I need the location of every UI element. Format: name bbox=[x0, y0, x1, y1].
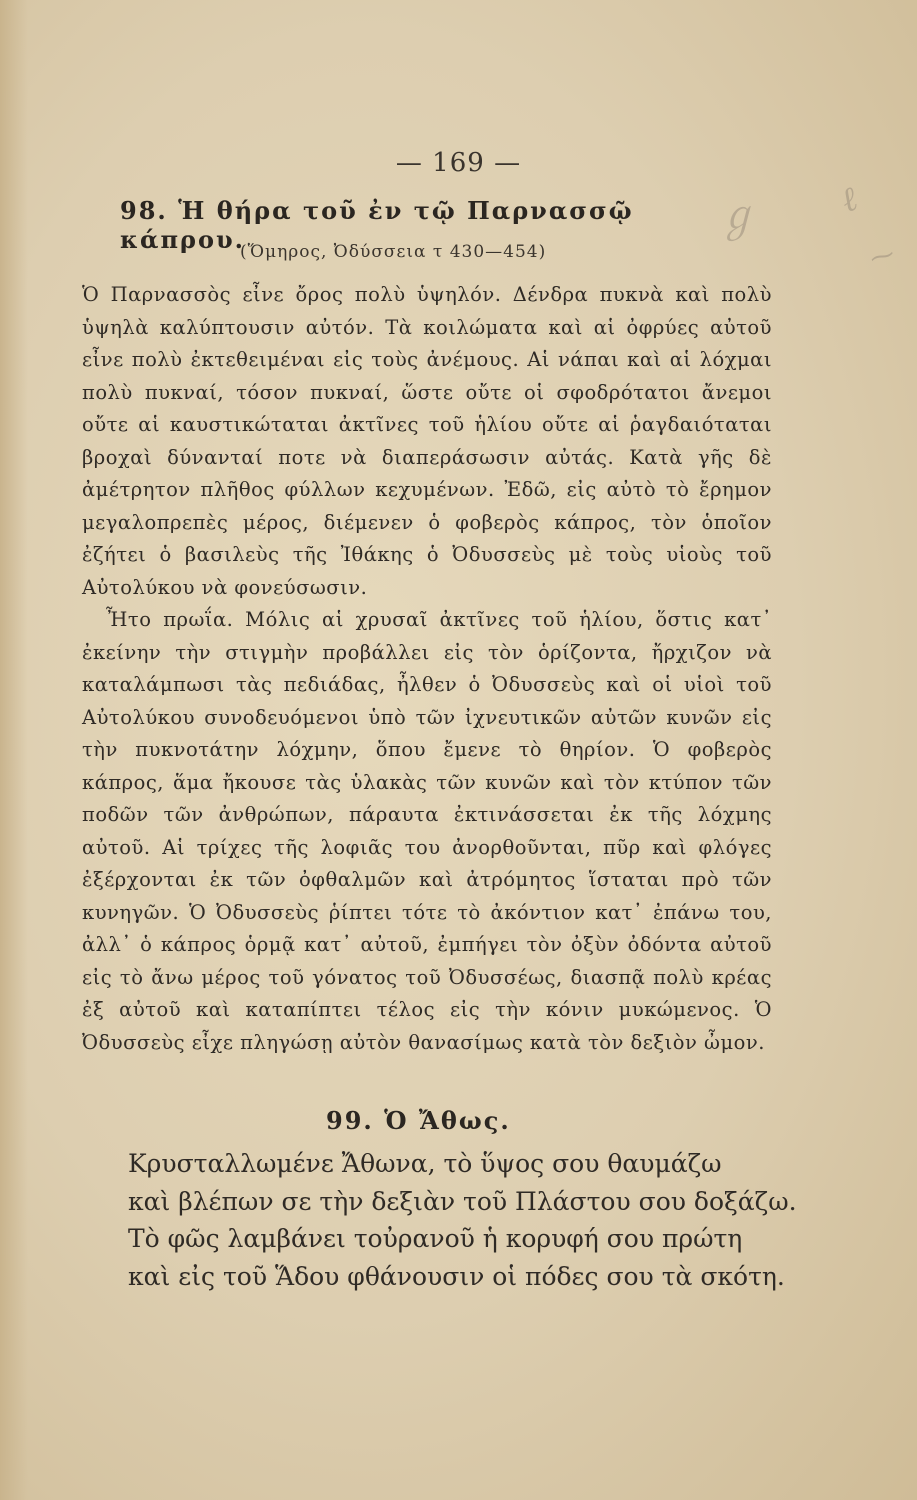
section-99-poem bbox=[128, 1145, 797, 1295]
poem-line: καὶ βλέπων σε τὴν δεξιὰν τοῦ Πλάστου σου δοξάζω. bbox=[128, 1186, 797, 1216]
section-98-body bbox=[82, 279, 772, 1059]
poem-line: Κρυσταλλωμένε Ἄθωνα, τὸ ὕψος σου θαυμάζω bbox=[128, 1149, 722, 1178]
pencil-mark: ⁓ bbox=[866, 239, 898, 273]
paragraph: Ἦτο πρωΐα. Μόλις αἱ χρυσαῖ ἀκτῖνες τοῦ ἡλίου, ὅστις κατ᾿ ἐκείνην τὴν στιγμὴν προβάλλει εἰς τὸν ὁρίζοντα, ἤρχιζον νὰ καταλάμπωσι τὰς πεδιάδας, ἦλθεν ὁ Ὀδυσσεὺς καὶ οἱ υἱοὶ τοῦ Αὐτολύκου συνοδευόμενοι ὑπὸ τῶν ἰχνευτικῶν αὐτῶν κυνῶν εἰς τὴν πυκνοτάτην λόχμην, ὅπου ἔμενε τὸ θηρίον. Ὁ φοβερὸς κάπρος, ἅμα ἤκουσε τὰς ὑλακὰς τῶν κυνῶν καὶ τὸν κτύπον τῶν ποδῶν τῶν ἀνθρώπων, πάραυτα ἐκτινάσσεται ἐκ τῆς λόχμης αὐτοῦ. Αἱ τρίχες τῆς λοφιᾶς του ἀνορθοῦνται, πῦρ καὶ φλόγες ἐξέρχονται ἐκ τῶν ὀφθαλμῶν καὶ ἀτρόμητος ἵσταται πρὸ τῶν κυνηγῶν. Ὁ Ὀδυσσεὺς ῥίπτει τότε τὸ ἀκόντιον κατ᾿ ἐπάνω του, ἀλλ᾿ ὁ κάπρος ὁρμᾷ κατ᾿ αὐτοῦ, ἐμπήγει τὸν ὀξὺν ὀδόντα αὐτοῦ εἰς τὸ ἄνω μέρος τοῦ γόνατος τοῦ Ὀδυσσέως, διασπᾷ πολὺ κρέας ἐξ αὐτοῦ καὶ καταπίπτει τέλος εἰς τὴν κόνιν μυκώμενος. Ὁ Ὀδυσσεὺς εἶχε πληγώσῃ αὐτὸν θανασίμως κατὰ τὸν δεξιὸν ὦμον. bbox=[82, 608, 772, 1054]
poem-line: Τὸ φῶς λαμβάνει τοὐρανοῦ ἡ κορυφή σου πρώτη bbox=[128, 1224, 743, 1253]
pencil-mark: ℊ bbox=[712, 190, 761, 244]
page-shadow bbox=[0, 0, 28, 1500]
section-98-heading: 98. Ἡ θήρα τοῦ ἐν τῷ Παρνασσῷ κάπρου. bbox=[120, 196, 634, 254]
paragraph: Ὁ Παρνασσὸς εἶνε ὄρος πολὺ ὑψηλόν. Δένδρα πυκνὰ καὶ πολὺ ὑψηλὰ καλύπτουσιν αὐτόν. Τὰ κοιλώματα καὶ αἱ ὀφρύες αὐτοῦ εἶνε πολὺ ἐκτεθειμέναι εἰς τοὺς ἀνέμους. Αἱ νάπαι καὶ αἱ λόχμαι πολὺ πυκναί, τόσον πυκναί, ὥστε οὔτε οἱ σφοδρότατοι ἄνεμοι οὔτε αἱ καυστικώταται ἀκτῖνες τοῦ ἡλίου οὔτε αἱ ῥαγδαιόταται βροχαὶ δύνανταί ποτε νὰ διαπεράσωσιν αὐτάς. Κατὰ γῆς δὲ ἀμέτρητον πλῆθος φύλλων κεχυμένων. Ἐδῶ, εἰς αὐτὸ τὸ ἔρημον μεγαλοπρεπὲς μέρος, διέμενεν ὁ φοβερὸς κάπρος, τὸν ὁποῖον ἐζήτει ὁ βασιλεὺς τῆς Ἰθάκης ὁ Ὀδυσσεὺς μὲ τοὺς υἱοὺς τοῦ Αὐτολύκου νὰ φονεύσωσιν. bbox=[82, 283, 772, 599]
poem-line: καὶ εἰς τοῦ Ἅδου φθάνουσιν οἱ πόδες σου τὰ σκότη. bbox=[128, 1261, 785, 1291]
section-99-heading: 99. Ὁ Ἄθως. bbox=[326, 1106, 511, 1135]
pencil-mark: ℓ bbox=[835, 178, 863, 222]
page-number: — 169 — bbox=[395, 148, 522, 178]
section-98-source: (Ὅμηρος, Ὀδύσσεια τ 430—454) bbox=[240, 242, 547, 262]
